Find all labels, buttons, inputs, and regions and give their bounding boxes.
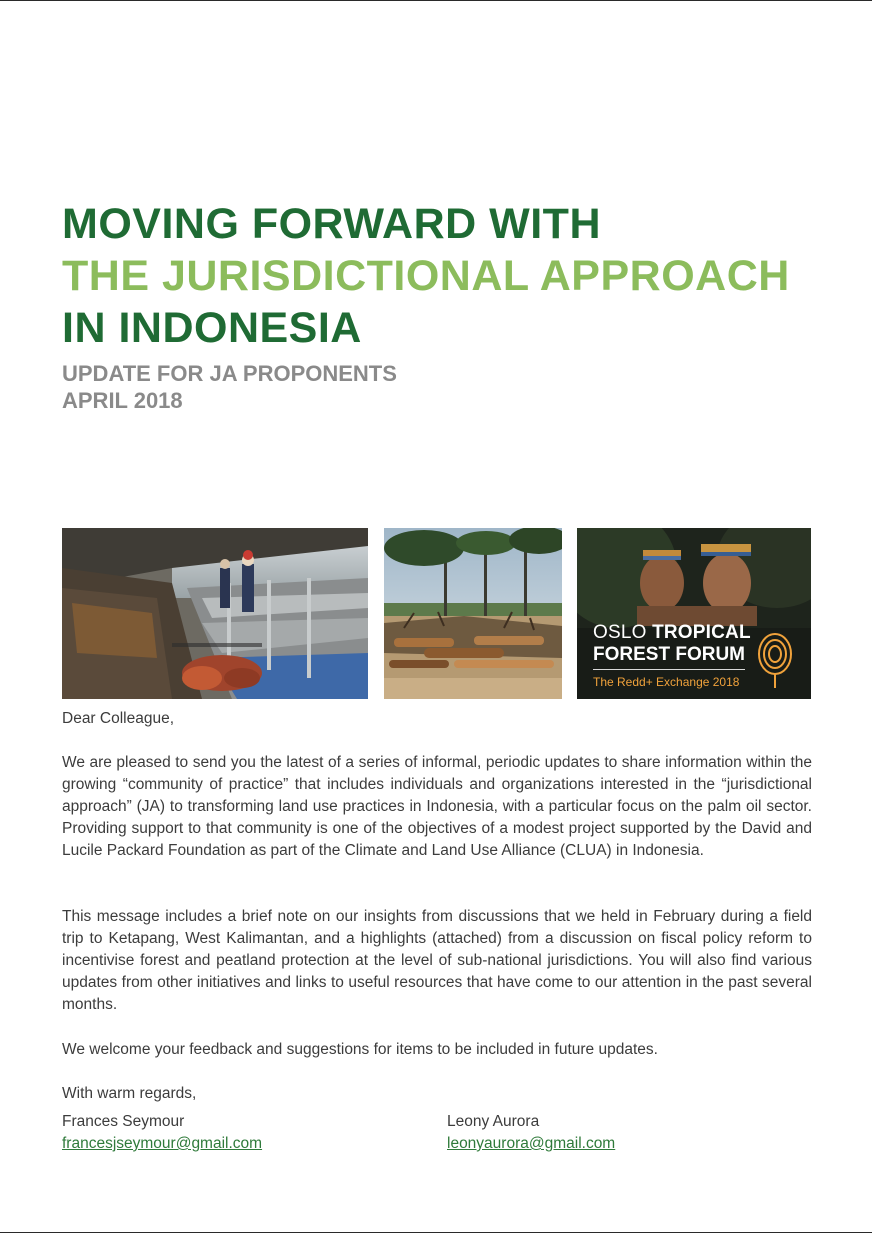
signatory-name: Frances Seymour <box>62 1113 185 1130</box>
title-line-1: MOVING FORWARD WITH <box>62 200 602 248</box>
signatory-name: Leony Aurora <box>447 1113 540 1130</box>
letter-paragraph-1: We are pleased to send you the latest of a series of informal, periodic updates to share information within the growing “community of practice” that includes individuals and organizations interested in the “jurisdictional approach” (JA) to transforming land use practices in Indonesia, with a particular focus on the palm oil sector. Providing support to that community is one of the objectives of a modest project supported by the David and Lucile Packard Foundation as part of the Climate and Land Use Alliance (CLUA) in Indonesia. <box>62 754 812 859</box>
forum-title-bold: TROPICAL <box>652 622 751 643</box>
letter-paragraph-2: This message includes a brief note on our insights from discussions that we held in February during a field trip to Ketapang, West Kalimantan, and a highlights (attached) from a discussion on fiscal policy reform to incentivise forest and peatland protection at the level of sub-national jurisdictions. You will also find various updates from other initiatives and links to useful resources that have come to our attention in the past several months. <box>62 908 812 1013</box>
forum-title-light: OSLO <box>593 622 653 643</box>
title-line-3: IN INDONESIA <box>62 304 362 352</box>
forum-tagline: The Redd+ Exchange 2018 <box>593 675 740 689</box>
letter-closing: With warm regards, <box>62 1085 197 1102</box>
deforestation-photo <box>384 528 562 699</box>
signatory-2 <box>447 1111 615 1155</box>
oslo-forum-banner <box>577 528 811 699</box>
document-title <box>62 198 790 354</box>
oslo-forum-text <box>593 622 751 690</box>
forum-title-line-2: FOREST FORUM <box>593 644 745 665</box>
palm-oil-mill-photo <box>62 528 368 699</box>
signatory-email-link[interactable]: francesjseymour@gmail.com <box>62 1135 263 1152</box>
forum-divider <box>593 669 745 670</box>
document-subtitle <box>62 360 397 414</box>
subtitle-date: APRIL 2018 <box>62 388 183 413</box>
letter-greeting: Dear Colleague, <box>62 710 175 727</box>
bottom-border-line <box>0 1232 872 1233</box>
signatory-1 <box>62 1111 262 1155</box>
letter-paragraph-3: We welcome your feedback and suggestions for items to be included in future updates. <box>62 1041 658 1058</box>
title-line-2: THE JURISDICTIONAL APPROACH <box>62 252 790 300</box>
signatory-email-link[interactable]: leonyaurora@gmail.com <box>447 1135 616 1152</box>
subtitle-line-1: UPDATE FOR JA PROPONENTS <box>62 361 397 386</box>
top-border-line <box>0 0 872 1</box>
